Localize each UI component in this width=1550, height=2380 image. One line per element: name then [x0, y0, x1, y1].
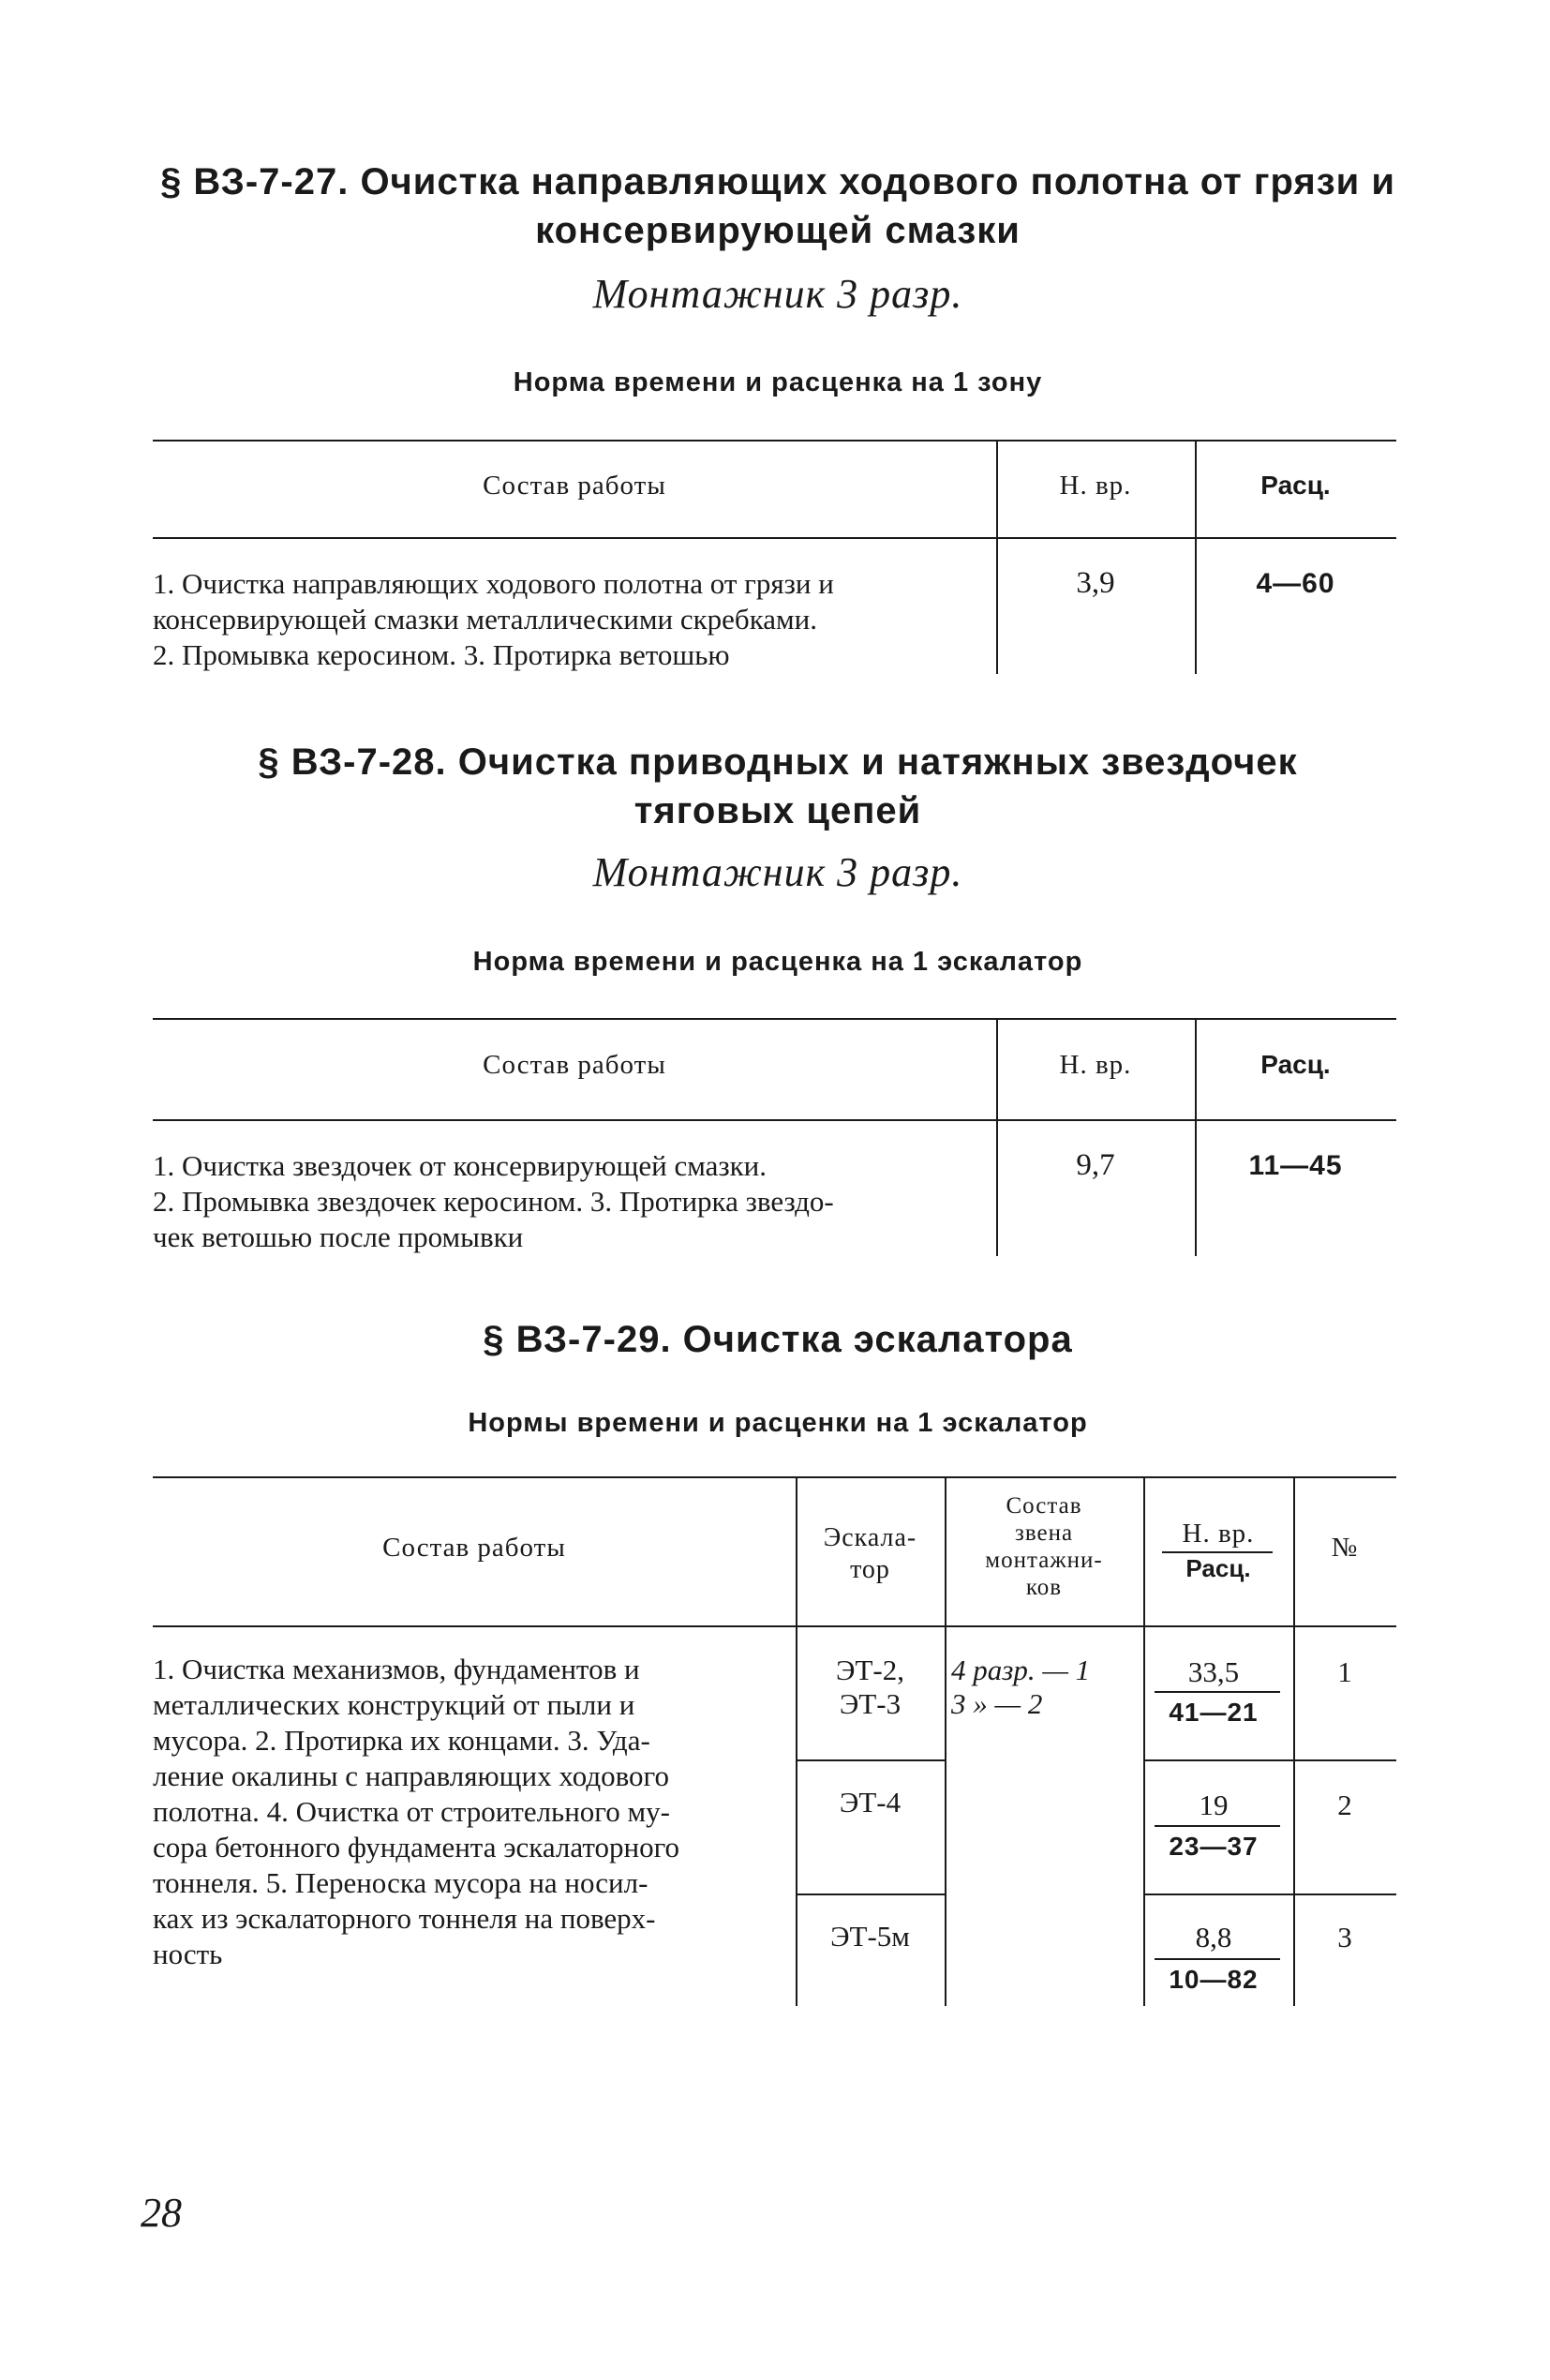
- section-2-title-line-1: § ВЗ-7-28. Очистка приводных и натяжных звездочек: [258, 741, 1298, 783]
- row-work-description: [153, 1148, 977, 1255]
- header-line: монтажни-: [985, 1548, 1103, 1573]
- row-line: 1. Очистка направляющих ходового полотна от грязи и: [153, 567, 834, 600]
- row-time: 3,9: [1076, 566, 1115, 600]
- row-line: чек ветошью после промывки: [153, 1220, 524, 1253]
- header-work: Состав работы: [483, 471, 666, 501]
- section-1-norm: Норма времени и расценка на 1 зону: [513, 367, 1043, 397]
- table-header-rule: [153, 1625, 1396, 1627]
- row-1-time: 33,5: [1187, 1655, 1240, 1688]
- header-time: Н. вр.: [1059, 471, 1132, 501]
- row-2-time: 19: [1199, 1789, 1229, 1821]
- header-number: №: [1331, 1533, 1359, 1563]
- header-line: тор: [850, 1555, 890, 1584]
- header-rate: Расц.: [1185, 1554, 1251, 1582]
- row-3-number: 3: [1337, 1921, 1352, 1953]
- row-rate: 4—60: [1256, 568, 1335, 599]
- page-number: 28: [141, 2190, 182, 2236]
- table-top-rule: [153, 440, 1396, 442]
- row-rate: 11—45: [1248, 1150, 1343, 1181]
- section-1-title-line-1: § ВЗ-7-27. Очистка направляющих ходового полотна от грязи и: [160, 161, 1395, 202]
- header-line: ков: [1025, 1575, 1063, 1600]
- row-line: консервирующей смазки металлическими скребками.: [153, 603, 818, 636]
- row-3-time: 8,8: [1195, 1921, 1232, 1953]
- row-1-rate: 41—21: [1169, 1698, 1259, 1727]
- table-top-rule: [153, 1476, 1396, 1478]
- section-1-title: [150, 157, 1406, 255]
- header-rate: Расц.: [1260, 1050, 1331, 1079]
- row-line: сора бетонного фундамента эскалаторного: [153, 1831, 680, 1864]
- row-separator: [1143, 1759, 1396, 1761]
- header-crew: [945, 1492, 1143, 1601]
- header-work: Состав работы: [483, 1050, 666, 1080]
- crew-line: 4 разр. — 1: [951, 1654, 1091, 1686]
- section-2-title-line-2: тяговых цепей: [633, 790, 922, 831]
- row-separator: [1143, 1894, 1396, 1895]
- row-line: полотна. 4. Очистка от строительного му-: [153, 1795, 670, 1828]
- row-2-escalator: [796, 1786, 945, 1819]
- row-work-description: [153, 566, 977, 673]
- row-work-description: [153, 1652, 777, 1972]
- row-separator: [796, 1759, 945, 1761]
- row-line: 1. Очистка механизмов, фундаментов и: [153, 1653, 640, 1685]
- row-line: 1. Очистка звездочек от консервирующей смазки.: [153, 1149, 768, 1182]
- section-2-title: [150, 738, 1406, 835]
- row-line: ках из эскалаторного тоннеля на поверх-: [153, 1902, 656, 1935]
- section-3-norm: Нормы времени и расценки на 1 эскалатор: [468, 1408, 1088, 1438]
- section-1-title-line-2: консервирующей смазки: [535, 210, 1021, 251]
- header-escalator: [796, 1522, 945, 1586]
- row-2-fraction-line: [1155, 1825, 1280, 1827]
- crew-line: 3 » — 2: [951, 1687, 1043, 1720]
- row-separator: [796, 1894, 945, 1895]
- row-line: ление окалины с направляющих ходового: [153, 1759, 669, 1792]
- escalator-line: ЭТ-4: [839, 1786, 902, 1819]
- row-2-number: 2: [1337, 1789, 1352, 1821]
- table-header-rule: [153, 1119, 1396, 1121]
- header-time: Н. вр.: [1059, 1050, 1132, 1080]
- section-3-title-line-1: § ВЗ-7-29. Очистка эскалатора: [483, 1319, 1073, 1360]
- section-1-worker: Монтажник 3 разр.: [592, 271, 963, 317]
- header-line: Состав: [1006, 1493, 1082, 1519]
- header-line: Эскала-: [823, 1523, 917, 1552]
- row-line: 2. Промывка керосином. 3. Протирка ветошью: [153, 638, 730, 671]
- row-1-number: 1: [1337, 1655, 1352, 1688]
- header-time: Н. вр.: [1182, 1519, 1255, 1549]
- row-line: ность: [153, 1938, 223, 1970]
- section-2-norm: Норма времени и расценка на 1 эскалатор: [472, 947, 1083, 977]
- row-3-rate: 10—82: [1169, 1965, 1259, 1994]
- row-line: металлических конструкций от пыли и: [153, 1688, 635, 1721]
- table-top-rule: [153, 1018, 1396, 1020]
- row-3-fraction-line: [1155, 1958, 1280, 1960]
- crew-composition: [951, 1654, 1139, 1721]
- escalator-line: ЭТ-3: [839, 1687, 902, 1720]
- row-line: тоннеля. 5. Переноска мусора на носил-: [153, 1866, 648, 1899]
- header-work: Состав работы: [382, 1533, 566, 1563]
- row-1-escalator: [796, 1654, 945, 1721]
- row-time: 9,7: [1076, 1148, 1115, 1182]
- header-line: звена: [1014, 1520, 1074, 1546]
- section-2-worker: Монтажник 3 разр.: [592, 849, 963, 895]
- escalator-line: ЭТ-5м: [830, 1920, 910, 1953]
- table-header-rule: [153, 537, 1396, 539]
- section-3-title: [150, 1315, 1406, 1364]
- row-line: 2. Промывка звездочек керосином. 3. Протирка звездо-: [153, 1185, 834, 1218]
- row-line: мусора. 2. Протирка их концами. 3. Уда-: [153, 1724, 650, 1757]
- row-1-fraction-line: [1155, 1691, 1280, 1693]
- header-fraction-line: [1162, 1551, 1273, 1553]
- row-2-rate: 23—37: [1169, 1832, 1259, 1861]
- escalator-line: ЭТ-2,: [836, 1654, 904, 1686]
- row-3-escalator: [796, 1920, 945, 1953]
- header-rate: Расц.: [1260, 471, 1331, 500]
